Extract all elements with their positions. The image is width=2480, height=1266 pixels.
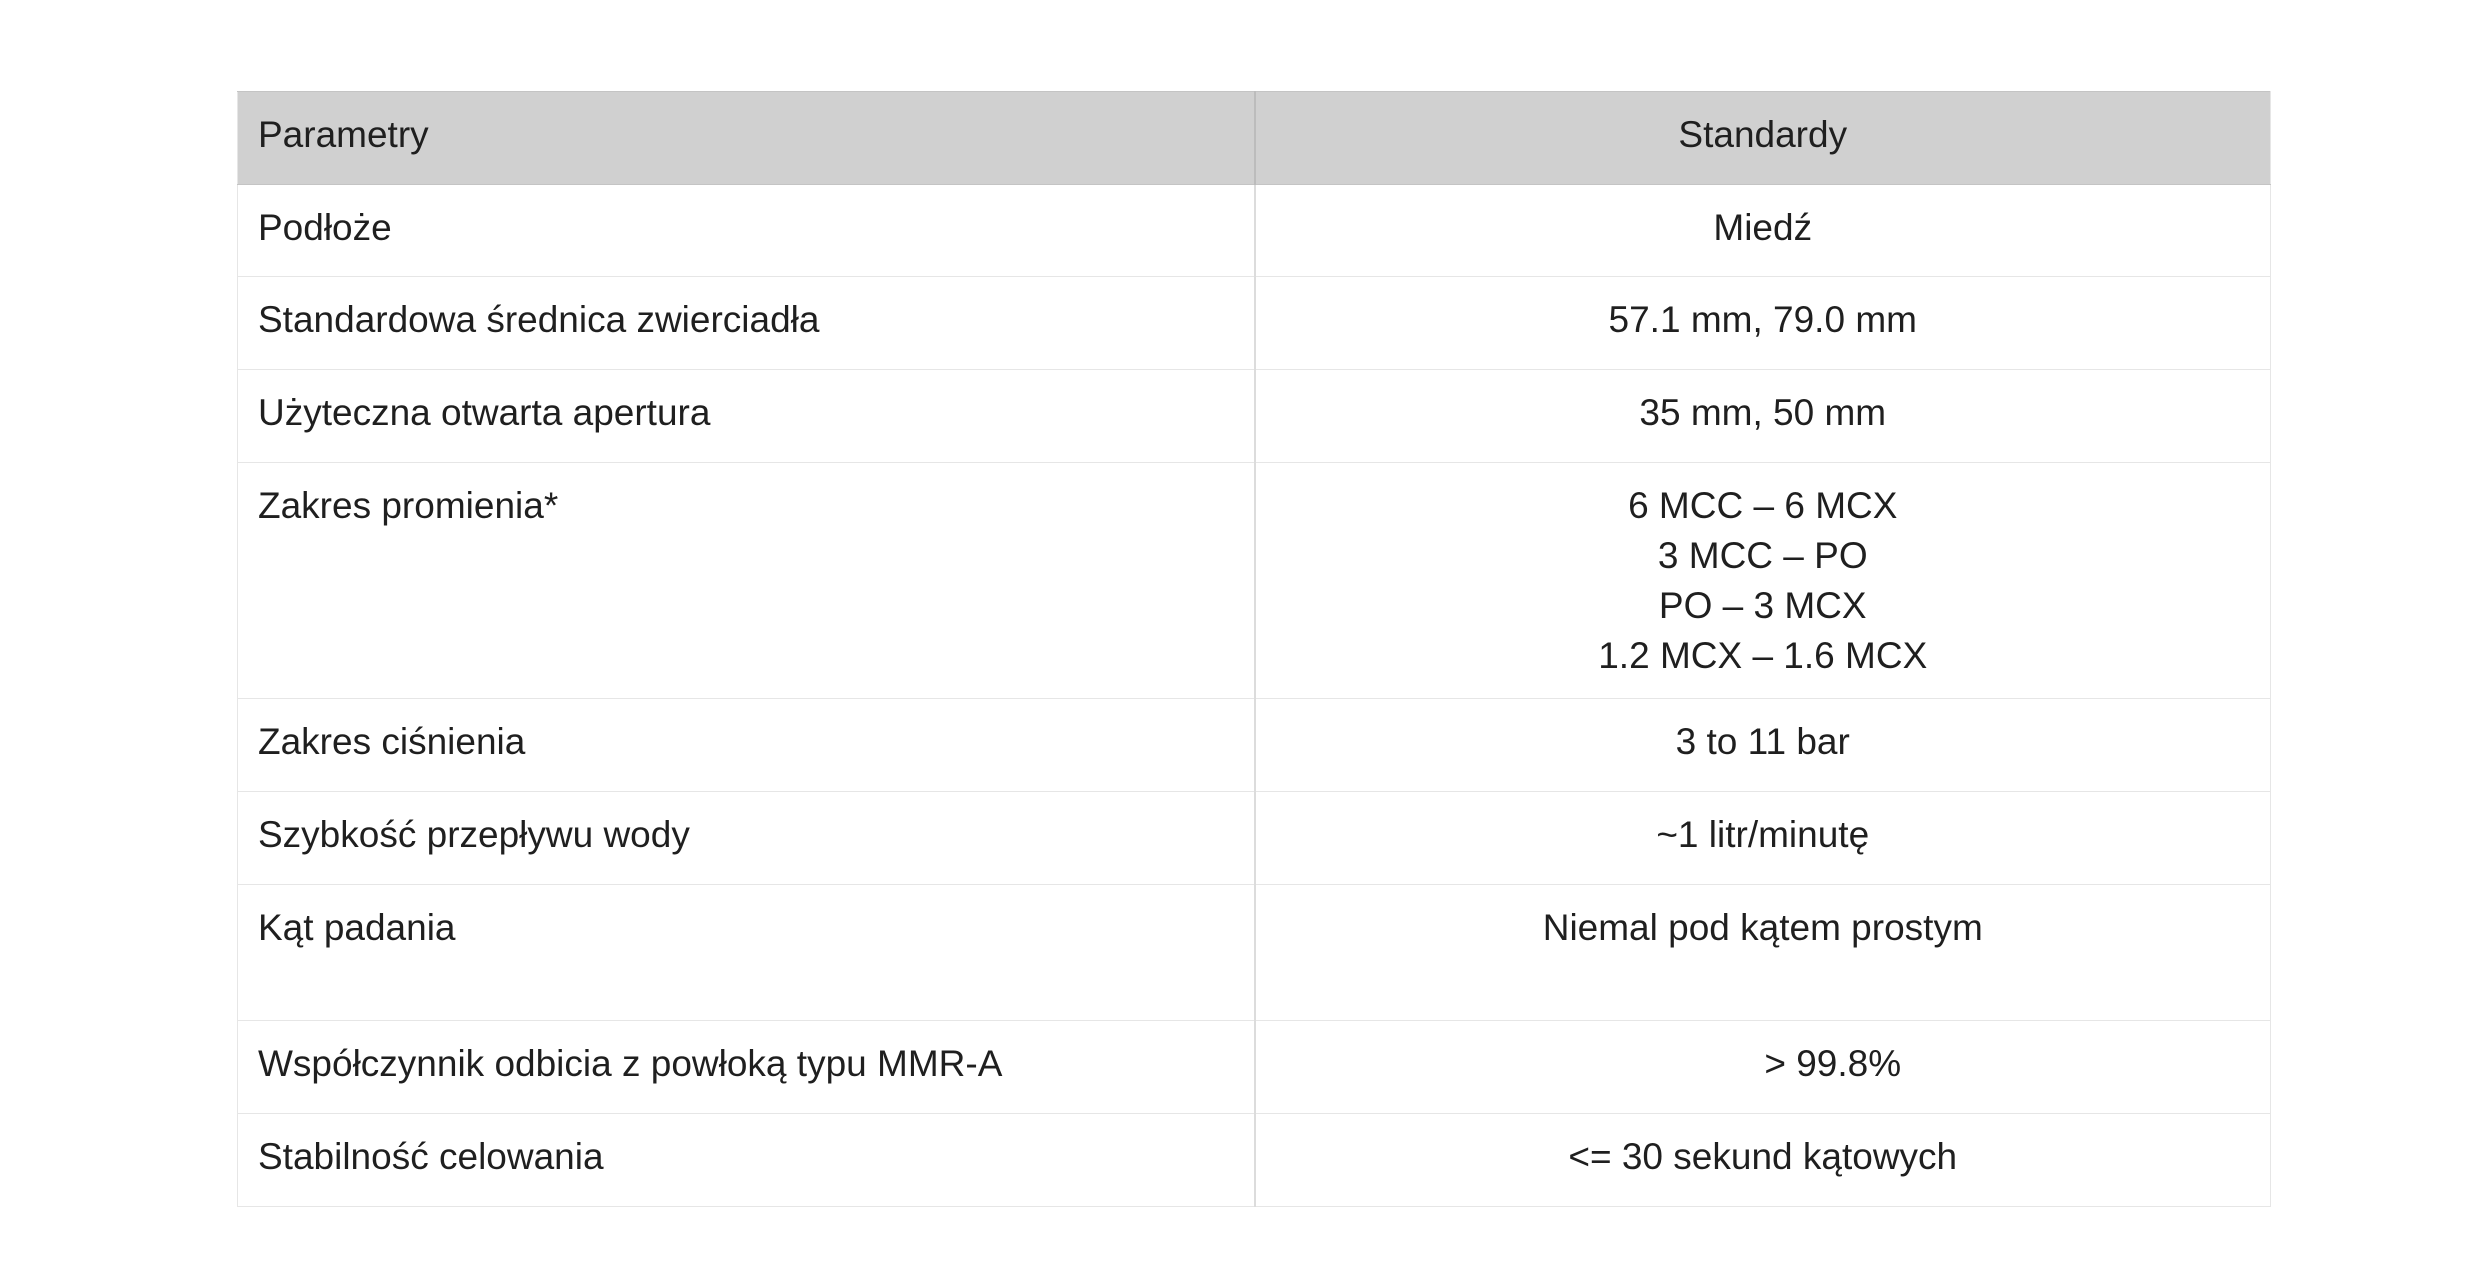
parameter-cell: Standardowa średnica zwierciadła	[238, 277, 1255, 370]
parameter-cell: Współczynnik odbicia z powłoką typu MMR-A	[238, 1021, 1255, 1114]
column-header-standards: Standardy	[1255, 92, 2271, 185]
parameter-cell: Zakres ciśnienia	[238, 699, 1255, 792]
value-line: 6 MCC – 6 MCX	[1628, 485, 1898, 526]
value-line: Niemal pod kątem prostym	[1542, 907, 1983, 948]
parameter-cell: Kąt padania	[238, 885, 1255, 1021]
table-row	[238, 463, 2271, 699]
specifications-table	[237, 91, 2271, 1207]
value-line: ~1 litr/minutę	[1656, 814, 1870, 855]
parameter-cell: Podłoże	[238, 185, 1255, 277]
value-line: <= 30 sekund kątowych	[1568, 1136, 1958, 1177]
value-line: Miedź	[1713, 207, 1813, 248]
parameter-cell: Szybkość przepływu wody	[238, 792, 1255, 885]
table-row	[238, 1021, 2271, 1114]
value-cell	[1255, 463, 2271, 699]
value-cell	[1255, 185, 2271, 277]
value-cell	[1255, 885, 2271, 1021]
value-line: > 99.8%	[1764, 1043, 1902, 1084]
table-row	[238, 185, 2271, 277]
column-header-parameters: Parametry	[238, 92, 1255, 185]
parameter-cell: Użyteczna otwarta apertura	[238, 370, 1255, 463]
table-header-row	[238, 92, 2271, 185]
value-line: 35 mm, 50 mm	[1639, 392, 1887, 433]
table-row	[238, 792, 2271, 885]
value-cell	[1255, 1021, 2271, 1114]
value-cell	[1255, 277, 2271, 370]
value-line: 3 MCC – PO	[1657, 535, 1868, 576]
value-line: 57.1 mm, 79.0 mm	[1608, 299, 1917, 340]
value-cell	[1255, 699, 2271, 792]
value-line: 1.2 MCX – 1.6 MCX	[1598, 635, 1928, 676]
parameter-cell: Stabilność celowania	[238, 1114, 1255, 1207]
value-line: PO – 3 MCX	[1658, 585, 1867, 626]
table-row	[238, 1114, 2271, 1207]
table-row	[238, 370, 2271, 463]
table-row	[238, 699, 2271, 792]
value-cell	[1255, 370, 2271, 463]
value-line: 3 to 11 bar	[1675, 721, 1850, 762]
table-row	[238, 277, 2271, 370]
value-cell	[1255, 792, 2271, 885]
parameter-cell: Zakres promienia*	[238, 463, 1255, 699]
table-row	[238, 885, 2271, 1021]
value-cell	[1255, 1114, 2271, 1207]
